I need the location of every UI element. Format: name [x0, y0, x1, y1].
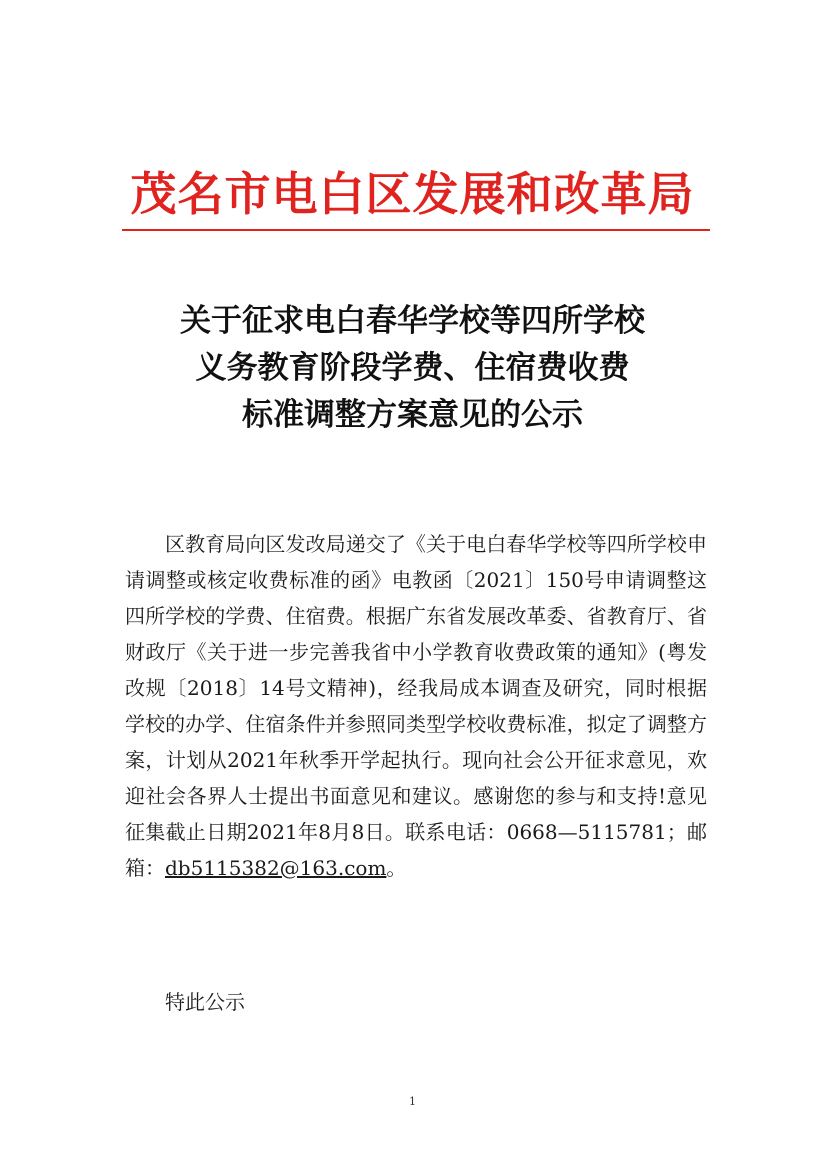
paragraph-end-punctuation: 。	[386, 856, 407, 880]
body-paragraph	[125, 526, 707, 886]
closing-statement: 特此公示	[165, 990, 245, 1014]
contact-email[interactable]: db5115382@163.com	[165, 856, 387, 880]
header-red-rule	[122, 229, 710, 231]
body-paragraph-text: 区教育局向区发改局递交了《关于电白春华学校等四所学校申请调整或核定收费标准的函》电教函〔2021〕150号申请调整这四所学校的学费、住宿费。根据广东省发展改革委、省教育厅、省财政厅《关于进一步完善我省中小学教育收费政策的通知》(粤发改规〔2018〕14号文精神)，经我局成本调查及研究，同时根据学校的办学、住宿条件并参照同类型学校收费标准，拟定了调整方案，计划从2021年秋季开学起执行。现向社会公开征求意见，欢迎社会各界人士提出书面意见和建议。感谢您的参与和支持!意见征集截止日期2021年8月8日。联系电话：0668—5115781；邮箱：	[125, 532, 707, 880]
title-line-2: 义务教育阶段学费、住宿费收费	[195, 350, 630, 386]
title-line-1: 关于征求电白春华学校等四所学校	[180, 303, 645, 339]
organization-header: 茂名市电白区发展和改革局	[130, 167, 695, 221]
page-number: 1	[409, 1095, 416, 1108]
document-title	[100, 298, 725, 439]
title-line-3: 标准调整方案意见的公示	[242, 397, 583, 433]
